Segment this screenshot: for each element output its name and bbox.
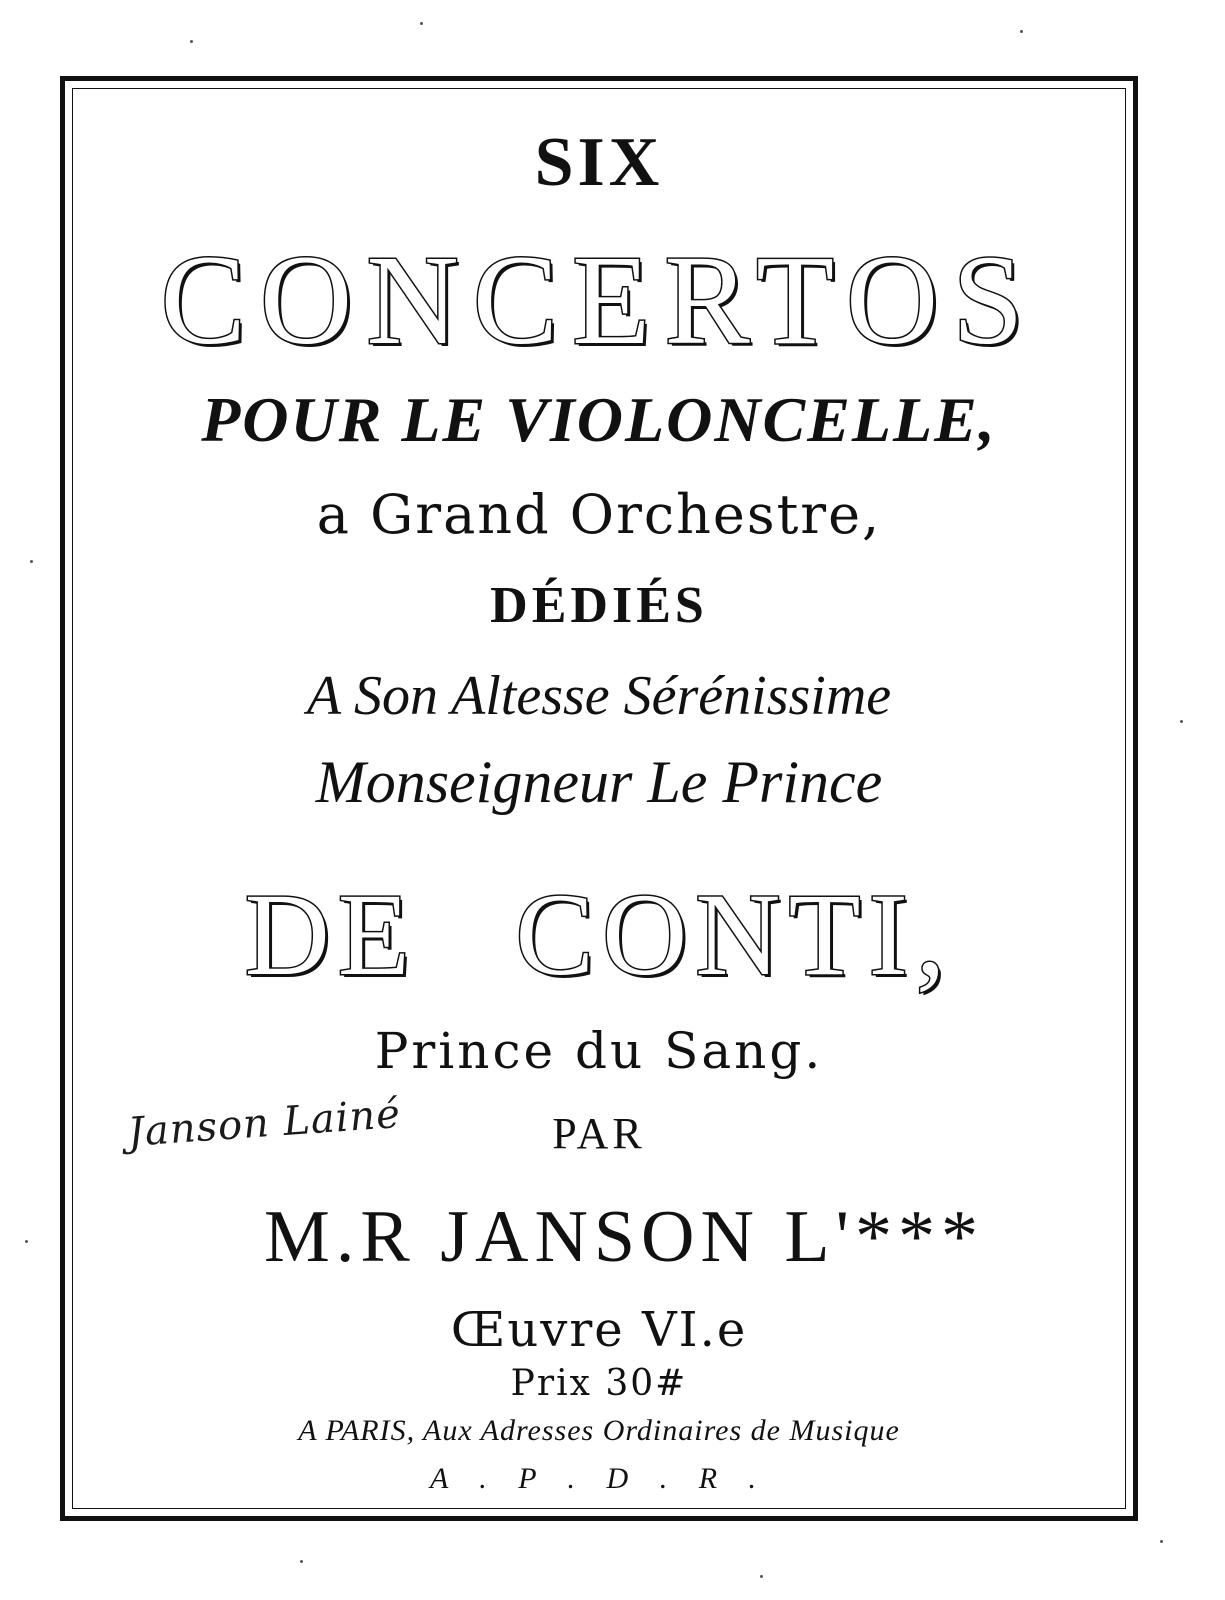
paper-speck bbox=[1020, 30, 1023, 33]
dedication-line-2: Monseigneur Le Prince bbox=[315, 749, 883, 815]
dedication-line-1: A Son Altesse Sérénissime bbox=[306, 665, 892, 727]
by-line: PAR bbox=[552, 1109, 646, 1158]
patron-name: DE CONTI, bbox=[244, 869, 954, 1000]
paper-speck bbox=[760, 1575, 763, 1578]
paper-speck bbox=[30, 560, 33, 563]
paper-speck bbox=[1180, 720, 1183, 723]
handwritten-signature: Janson Lainé bbox=[126, 1090, 403, 1156]
patron-title: Prince du Sang. bbox=[374, 1022, 824, 1080]
privilege-mark: A . P . D . R . bbox=[429, 1462, 769, 1495]
publisher-address: A PARIS, Aux Adresses Ordinaires de Musique bbox=[298, 1414, 900, 1447]
title-concertos: CONCERTOS bbox=[160, 229, 1038, 371]
paper-speck bbox=[190, 40, 193, 43]
paper-speck bbox=[1160, 1540, 1163, 1543]
dedication-heading: DÉDIÉS bbox=[490, 577, 708, 634]
instrument-line: POUR LE VIOLONCELLE, bbox=[201, 384, 997, 455]
paper-speck bbox=[25, 1240, 28, 1243]
opus-number: Œuvre VI.e bbox=[450, 1302, 748, 1358]
orchestra-line: a Grand Orchestre, bbox=[316, 483, 882, 546]
title-six: SIX bbox=[534, 124, 664, 201]
paper-speck bbox=[420, 22, 423, 25]
price: Prix 30# bbox=[510, 1363, 688, 1404]
paper-speck bbox=[300, 1560, 303, 1563]
composer-name: M.R JANSON L'*** bbox=[264, 1196, 984, 1278]
